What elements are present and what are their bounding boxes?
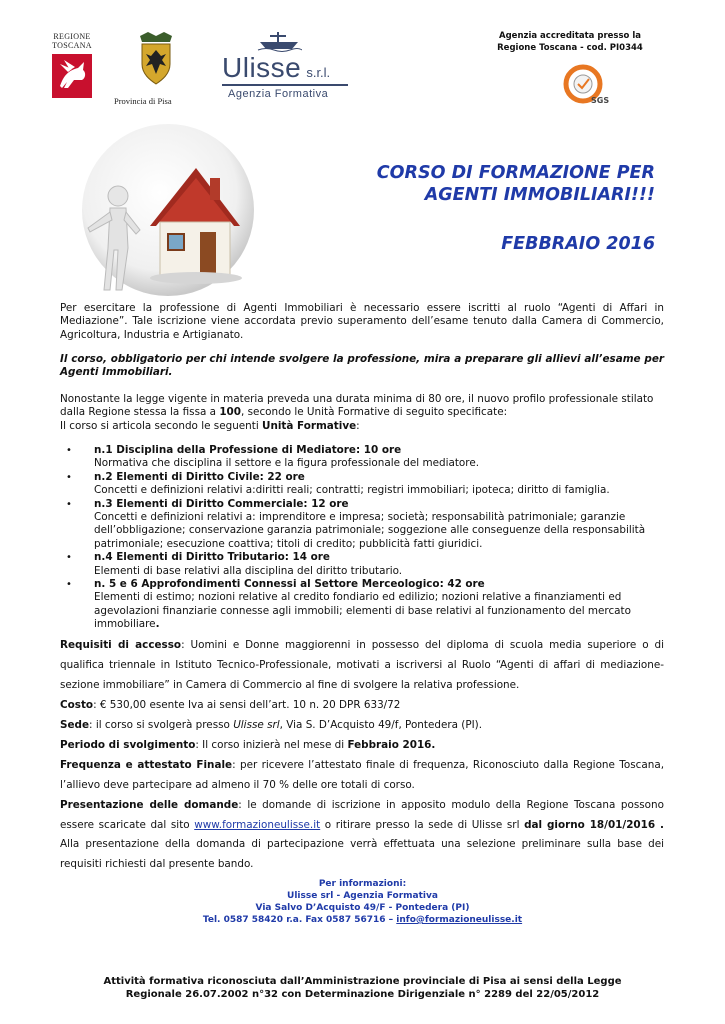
email-link[interactable]: info@formazioneulisse.it: [396, 915, 523, 925]
footer-line2: Regionale 26.07.2002 n°32 con Determinazione Dirigenziale n° 2289 del 22/05/2012: [125, 989, 600, 1000]
app-bold-date: dal giorno 18/01/2016 .: [524, 818, 664, 831]
ulisse-logo: [222, 30, 352, 102]
regione-line1: REGIONE: [53, 32, 91, 41]
norm-line3-bold: Unità Formative: [262, 419, 357, 432]
unit-desc: Elementi di base relativi alla disciplina del diritto tributario.: [94, 564, 403, 577]
seat-paragraph: [60, 716, 664, 736]
period-paragraph: [60, 736, 664, 756]
unit-title: • n.1 Disciplina della Professione di Mediatore: 10 ore: [94, 444, 402, 456]
pegasus-icon: [50, 52, 94, 102]
seat-post: , Via S. D’Acquisto 49/f, Pontedera (PI).: [279, 718, 483, 731]
period-label: Periodo di svolgimento: [60, 738, 196, 751]
coat-of-arms-icon: [134, 30, 178, 86]
contacts-line3: Via Salvo D’Acquisto 49/F - Pontedera (PI): [255, 903, 470, 913]
provincia-pisa-logo: [110, 30, 202, 112]
norm-paragraph: [60, 393, 664, 433]
regione-line2: TOSCANA: [52, 41, 92, 50]
contacts-line2: Ulisse srl - Agenzia Formativa: [287, 891, 438, 901]
unit-desc: Concetti e definizioni relativi a:diritti reali; contratti; registri immobiliari; ipoteca; diritto di famiglia.: [94, 484, 610, 497]
units-list: [60, 444, 650, 632]
footer-line1: Attività formativa riconosciuta dall’Amministrazione provinciale di Pisa ai sensi della Legge: [103, 976, 622, 987]
list-item: [94, 444, 650, 471]
unit-desc: Normativa che disciplina il settore e la figura professionale del mediatore.: [94, 457, 480, 470]
norm-hours: 100: [219, 406, 242, 419]
sgs-label: SGS: [591, 96, 610, 105]
requirements-paragraph: [60, 636, 664, 695]
website-link[interactable]: www.formazioneulisse.it: [194, 818, 321, 831]
norm-line3-pre: Il corso si articola secondo le seguenti: [60, 419, 263, 432]
regione-toscana-logo: [44, 32, 100, 104]
unit-title: • n.3 Elementi di Diritto Commerciale: 12 ore: [94, 497, 349, 510]
norm-part1: Nonostante la legge vigente in materia preveda una durata minima di 80 ore, il nuovo profilo professionale stilato dalla Regione stessa la fissa a: [60, 393, 654, 419]
req-label: Requisiti di accesso: [60, 639, 182, 651]
contacts-line1: Per informazioni:: [318, 879, 407, 889]
list-item: [94, 471, 650, 498]
seat-pre: : il corso si svolgerà presso: [89, 718, 234, 731]
cost-paragraph: [60, 696, 664, 716]
app-label: Presentazione delle domande: [60, 798, 239, 811]
unit-title: • n.4 Elementi di Diritto Tributario: 14 ore: [94, 551, 330, 564]
contacts-block: [160, 878, 565, 926]
footer-note: [40, 975, 685, 1001]
details-section: [60, 636, 664, 881]
certification-badge: [555, 64, 611, 112]
unit-desc-end: .: [155, 618, 160, 631]
ulisse-wordmark: Ulisse: [222, 52, 302, 83]
unit-title: • n. 5 e 6 Approfondimenti Connessi al Settore Merceologico: 42 ore: [94, 578, 485, 591]
accreditation-line2: Regione Toscana - cod. PI0344: [497, 43, 643, 53]
ulisse-srl: s.r.l.: [306, 65, 331, 80]
highlight-paragraph: Il corso, obbligatorio per chi intende svolgere la professione, mira a preparare gli allievi all’esame per Agenti Immobiliari.: [60, 353, 664, 379]
frequency-paragraph: [60, 756, 664, 796]
intro-paragraph: Per esercitare la professione di Agenti Immobiliari è necessario essere iscritti al ruolo “Agenti di Affari in Mediazione”. Tale iscrizione viene accordata previo superamento dell’esame tenuto dalla Camera di Commercio, Agricoltura, Industria e Artigianato.: [60, 302, 664, 341]
app-text3: Alla presentazione della domanda di partecipazione verrà effettuata una selezione preliminare sulla base dei requisiti richiesti dal presente bando.: [60, 838, 664, 871]
norm-part2: , secondo le Unità Formative di seguito specificate:: [241, 406, 508, 419]
course-date: FEBBRAIO 2016: [501, 234, 655, 254]
accreditation-line1: Agenzia accreditata presso la: [499, 31, 641, 41]
title-line2: AGENTI IMMOBILIARI!!!: [424, 185, 655, 205]
freq-label: Frequenza e attestato Finale: [60, 758, 233, 771]
list-item: [94, 498, 650, 552]
contacts-phone: Tel. 0587 58420 r.a. Fax 0587 56716 –: [202, 915, 397, 925]
list-item: [94, 551, 650, 578]
list-item: [94, 578, 650, 632]
cost-label: Costo: [60, 698, 94, 711]
ship-icon: [256, 30, 302, 52]
provincia-label: Provincia di Pisa: [114, 96, 172, 106]
seat-italic: Ulisse srl: [233, 718, 280, 731]
course-title: [280, 162, 655, 206]
house-illustration: [64, 118, 264, 303]
title-line1: CORSO DI FORMAZIONE PER: [376, 163, 655, 183]
accreditation-note: [465, 30, 675, 54]
seat-label: Sede: [60, 718, 90, 731]
unit-desc: Elementi di estimo; nozioni relative al credito fondiario ed edilizio; nozioni relative a finanziamenti ed agevolazioni finanziarie connesse agli immobili; elementi di base relativi al funzionamento del mercato immobiliare: [94, 591, 631, 631]
period-bold: Febbraio 2016.: [347, 738, 436, 751]
application-paragraph: [60, 796, 664, 875]
req-text: : Uomini e Donne maggiorenni in possesso del diploma di scuola media superiore o di qualifica triennale in Istituto Tecnico-Professionale, motivati a iscriversi al Ruolo “Agenti di affari di mediazione-sezione immobiliare” in Camera di Commercio al fine di svolgere la relativa professione.: [60, 639, 664, 691]
ulisse-subtitle: Agenzia Formativa: [228, 88, 329, 100]
cost-text: : € 530,00 esente Iva ai sensi dell’art. 10 n. 20 DPR 633/72: [93, 698, 401, 711]
norm-line3-post: :: [356, 419, 360, 432]
period-pre: : Il corso inizierà nel mese di: [195, 738, 348, 751]
app-text2: o ritirare presso la sede di Ulisse srl: [320, 818, 525, 831]
app-text1: : le domande di iscrizione in apposito modulo della Regione Toscana possono essere scaricate dal sito: [60, 798, 664, 831]
unit-title: • n.2 Elementi di Diritto Civile: 22 ore: [94, 470, 305, 483]
freq-text: : per ricevere l’attestato finale di frequenza, Riconosciuto dalla Regione Toscana, l’allievo deve partecipare ad almeno il 70 % delle ore totali di corso.: [60, 758, 664, 791]
unit-desc: Concetti e definizioni relativi a: imprenditore e impresa; società; responsabilità patrimoniale; garanzie dell’obbligazione; conservazione garanzia patrimoniale; soggezione alle conseguenze della responsabilità patrimoniale; esecuzione coattiva; titoli di credito; pubblicità fatti giuridici.: [94, 511, 646, 550]
